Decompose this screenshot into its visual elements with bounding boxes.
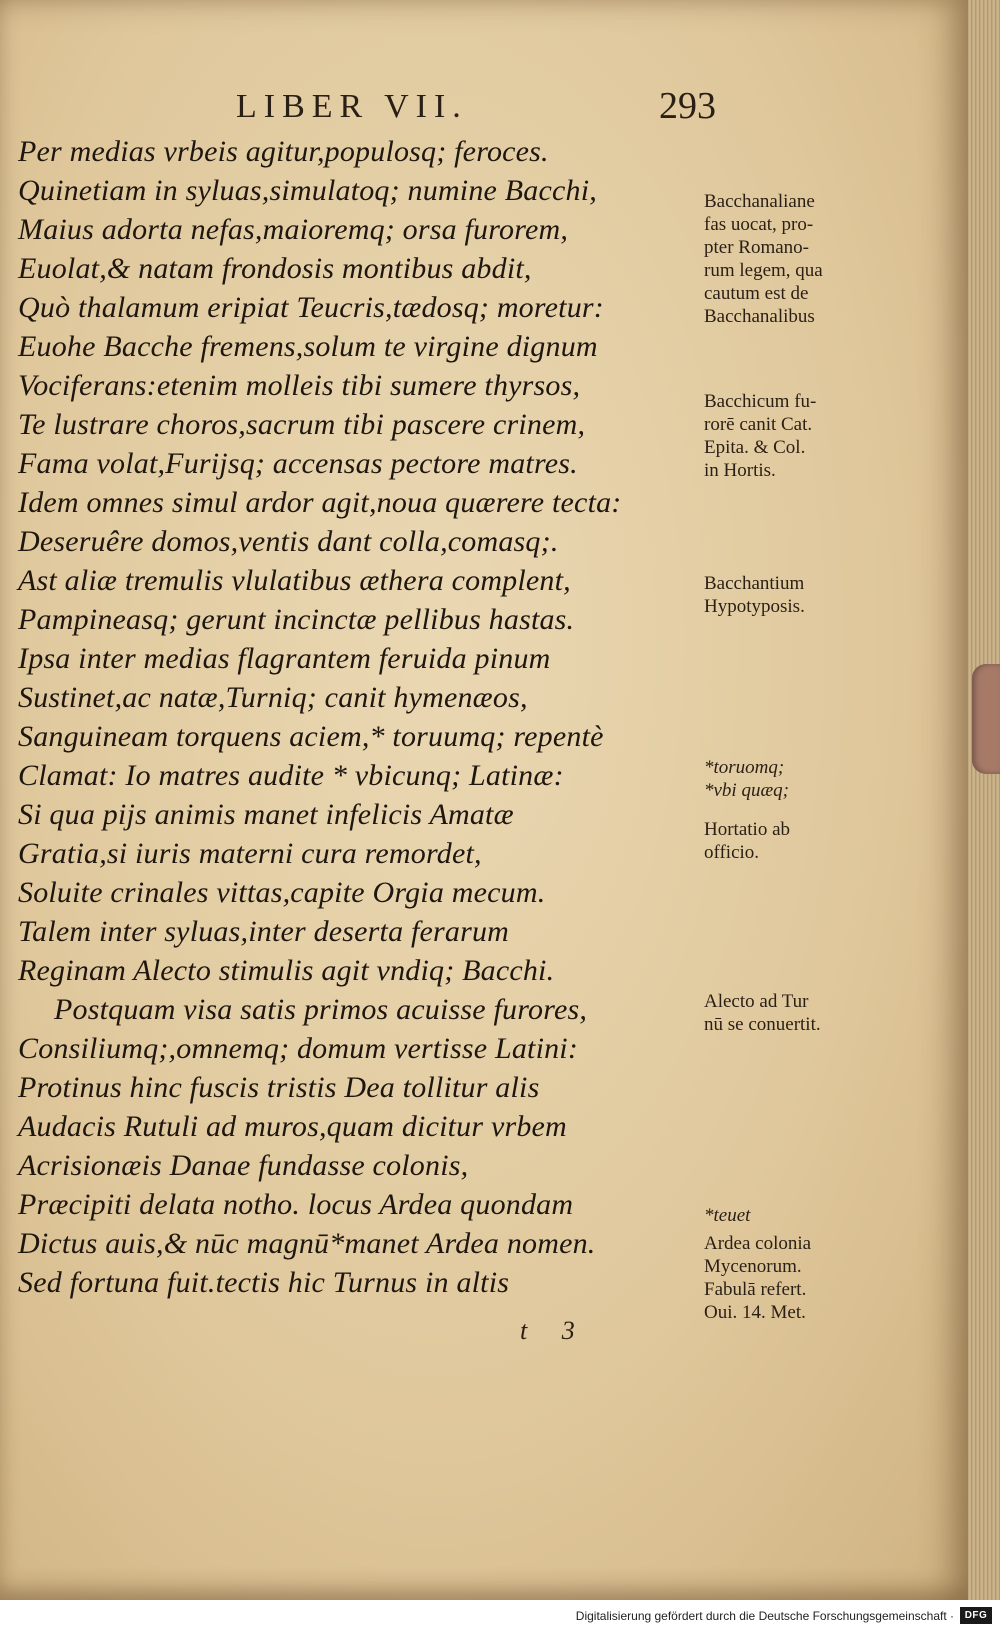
verse-line: Ast aliæ tremulis vlulatibus æthera complent, <box>18 564 571 597</box>
page-number: 293 <box>659 85 716 127</box>
dfg-logo-icon: DFG <box>960 1607 992 1624</box>
marginal-note-ardea <box>704 1232 894 1324</box>
verse-line: Acrisionæis Danae fundasse colonis, <box>18 1149 469 1182</box>
verse-line: Dictus auis,& nūc magnū*manet Ardea nomen. <box>18 1227 596 1260</box>
verse-line: Per medias vrbeis agitur,populosq; feroces. <box>18 135 549 168</box>
marginal-note-teuet <box>704 1204 894 1227</box>
verse-line: Maius adorta nefas,maioremq; orsa furorem, <box>18 213 569 246</box>
note-line: *vbi quæq; <box>704 780 789 801</box>
marginal-note-variants <box>704 756 894 802</box>
running-head: LIBER VII. <box>236 88 468 125</box>
verse-line: Ipsa inter medias flagrantem feruida pinum <box>18 642 551 675</box>
funding-credit: Digitalisierung gefördert durch die Deutsche Forschungsgemeinschaft · <box>575 1609 954 1623</box>
note-line: cautum est de <box>704 283 809 304</box>
verse-line: Talem inter syluas,inter deserta ferarum <box>18 915 510 948</box>
marginal-note-bacchantium <box>704 572 894 618</box>
note-line: officio. <box>704 842 760 863</box>
note-line: fas uocat, pro- <box>704 214 814 235</box>
note-line: Hypotyposis. <box>704 596 805 617</box>
verse-line: Sustinet,ac natæ,Turniq; canit hymenæos, <box>18 681 528 714</box>
signature-mark: t 3 <box>520 1316 589 1345</box>
digitization-footer <box>0 1600 1000 1632</box>
note-line: Bacchicum fu- <box>704 391 817 412</box>
note-line: nū se conuertit. <box>704 1014 821 1035</box>
marginal-note-alecto <box>704 990 894 1036</box>
verse-line: Consiliumq;,omnemq; domum vertisse Latini: <box>18 1032 579 1065</box>
verse-line: Pampineasq; gerunt incinctæ pellibus hastas. <box>18 603 575 636</box>
verse-line: Idem omnes simul ardor agit,noua quærere tecta: <box>18 486 622 519</box>
marginal-note-bacchanalia <box>704 190 894 328</box>
verse-line: Clamat: Io matres audite * vbicunq; Latinæ: <box>18 759 564 792</box>
verse-line: Quinetiam in syluas,simulatoq; numine Bacchi, <box>18 174 597 207</box>
note-line: Ardea colonia <box>704 1233 812 1254</box>
note-line: pter Romano- <box>704 237 810 258</box>
verse-line: Quò thalamum eripiat Teucris,tædosq; moretur: <box>18 291 604 324</box>
note-line: Epita. & Col. <box>704 437 806 458</box>
note-line: Oui. 14. Met. <box>704 1302 806 1323</box>
note-line: *toruomq; <box>704 757 785 778</box>
book-clip <box>972 664 1000 774</box>
verse-line: Soluite crinales vittas,capite Orgia mecum. <box>18 876 546 909</box>
note-line: Fabulā refert. <box>704 1279 807 1300</box>
marginal-note-hortatio <box>704 818 894 864</box>
verse-text <box>18 132 678 1302</box>
note-line: rorē canit Cat. <box>704 414 813 435</box>
verse-line: Protinus hinc fuscis tristis Dea tollitur alis <box>18 1071 540 1104</box>
note-line: Alecto ad Tur <box>704 991 809 1012</box>
note-line: *teuet <box>704 1205 751 1226</box>
verse-line: Euohe Bacche fremens,solum te virgine dignum <box>18 330 598 363</box>
verse-line: Postquam visa satis primos acuisse furores, <box>54 993 588 1026</box>
verse-line: Fama volat,Furijsq; accensas pectore matres. <box>18 447 578 480</box>
page-fore-edge <box>968 0 1000 1600</box>
note-line: Hortatio ab <box>704 819 791 840</box>
note-line: Mycenorum. <box>704 1256 802 1277</box>
verse-line: Vociferans:etenim molleis tibi sumere thyrsos, <box>18 369 581 402</box>
verse-line: Gratia,si iuris materni cura remordet, <box>18 837 482 870</box>
verse-line: Præcipiti delata notho. locus Ardea quondam <box>18 1188 574 1221</box>
note-line: in Hortis. <box>704 460 776 481</box>
marginal-note-bacchicum <box>704 390 894 482</box>
verse-line: Sanguineam torquens aciem,* toruumq; repentè <box>18 720 604 753</box>
page-header <box>236 85 716 130</box>
note-line: Bacchantium <box>704 573 805 594</box>
note-line: Bacchanalibus <box>704 306 815 327</box>
verse-line: Euolat,& natam frondosis montibus abdit, <box>18 252 532 285</box>
note-line: Bacchanaliane <box>704 191 815 212</box>
verse-line: Audacis Rutuli ad muros,quam dicitur vrbem <box>18 1110 567 1143</box>
verse-line: Sed fortuna fuit.tectis hic Turnus in altis <box>18 1266 510 1299</box>
verse-line: Te lustrare choros,sacrum tibi pascere crinem, <box>18 408 586 441</box>
note-line: rum legem, qua <box>704 260 823 281</box>
verse-line: Deseruêre domos,ventis dant colla,comasq;. <box>18 525 559 558</box>
verse-line: Reginam Alecto stimulis agit vndiq; Bacchi. <box>18 954 555 987</box>
verse-line: Si qua pijs animis manet infelicis Amatæ <box>18 798 514 831</box>
